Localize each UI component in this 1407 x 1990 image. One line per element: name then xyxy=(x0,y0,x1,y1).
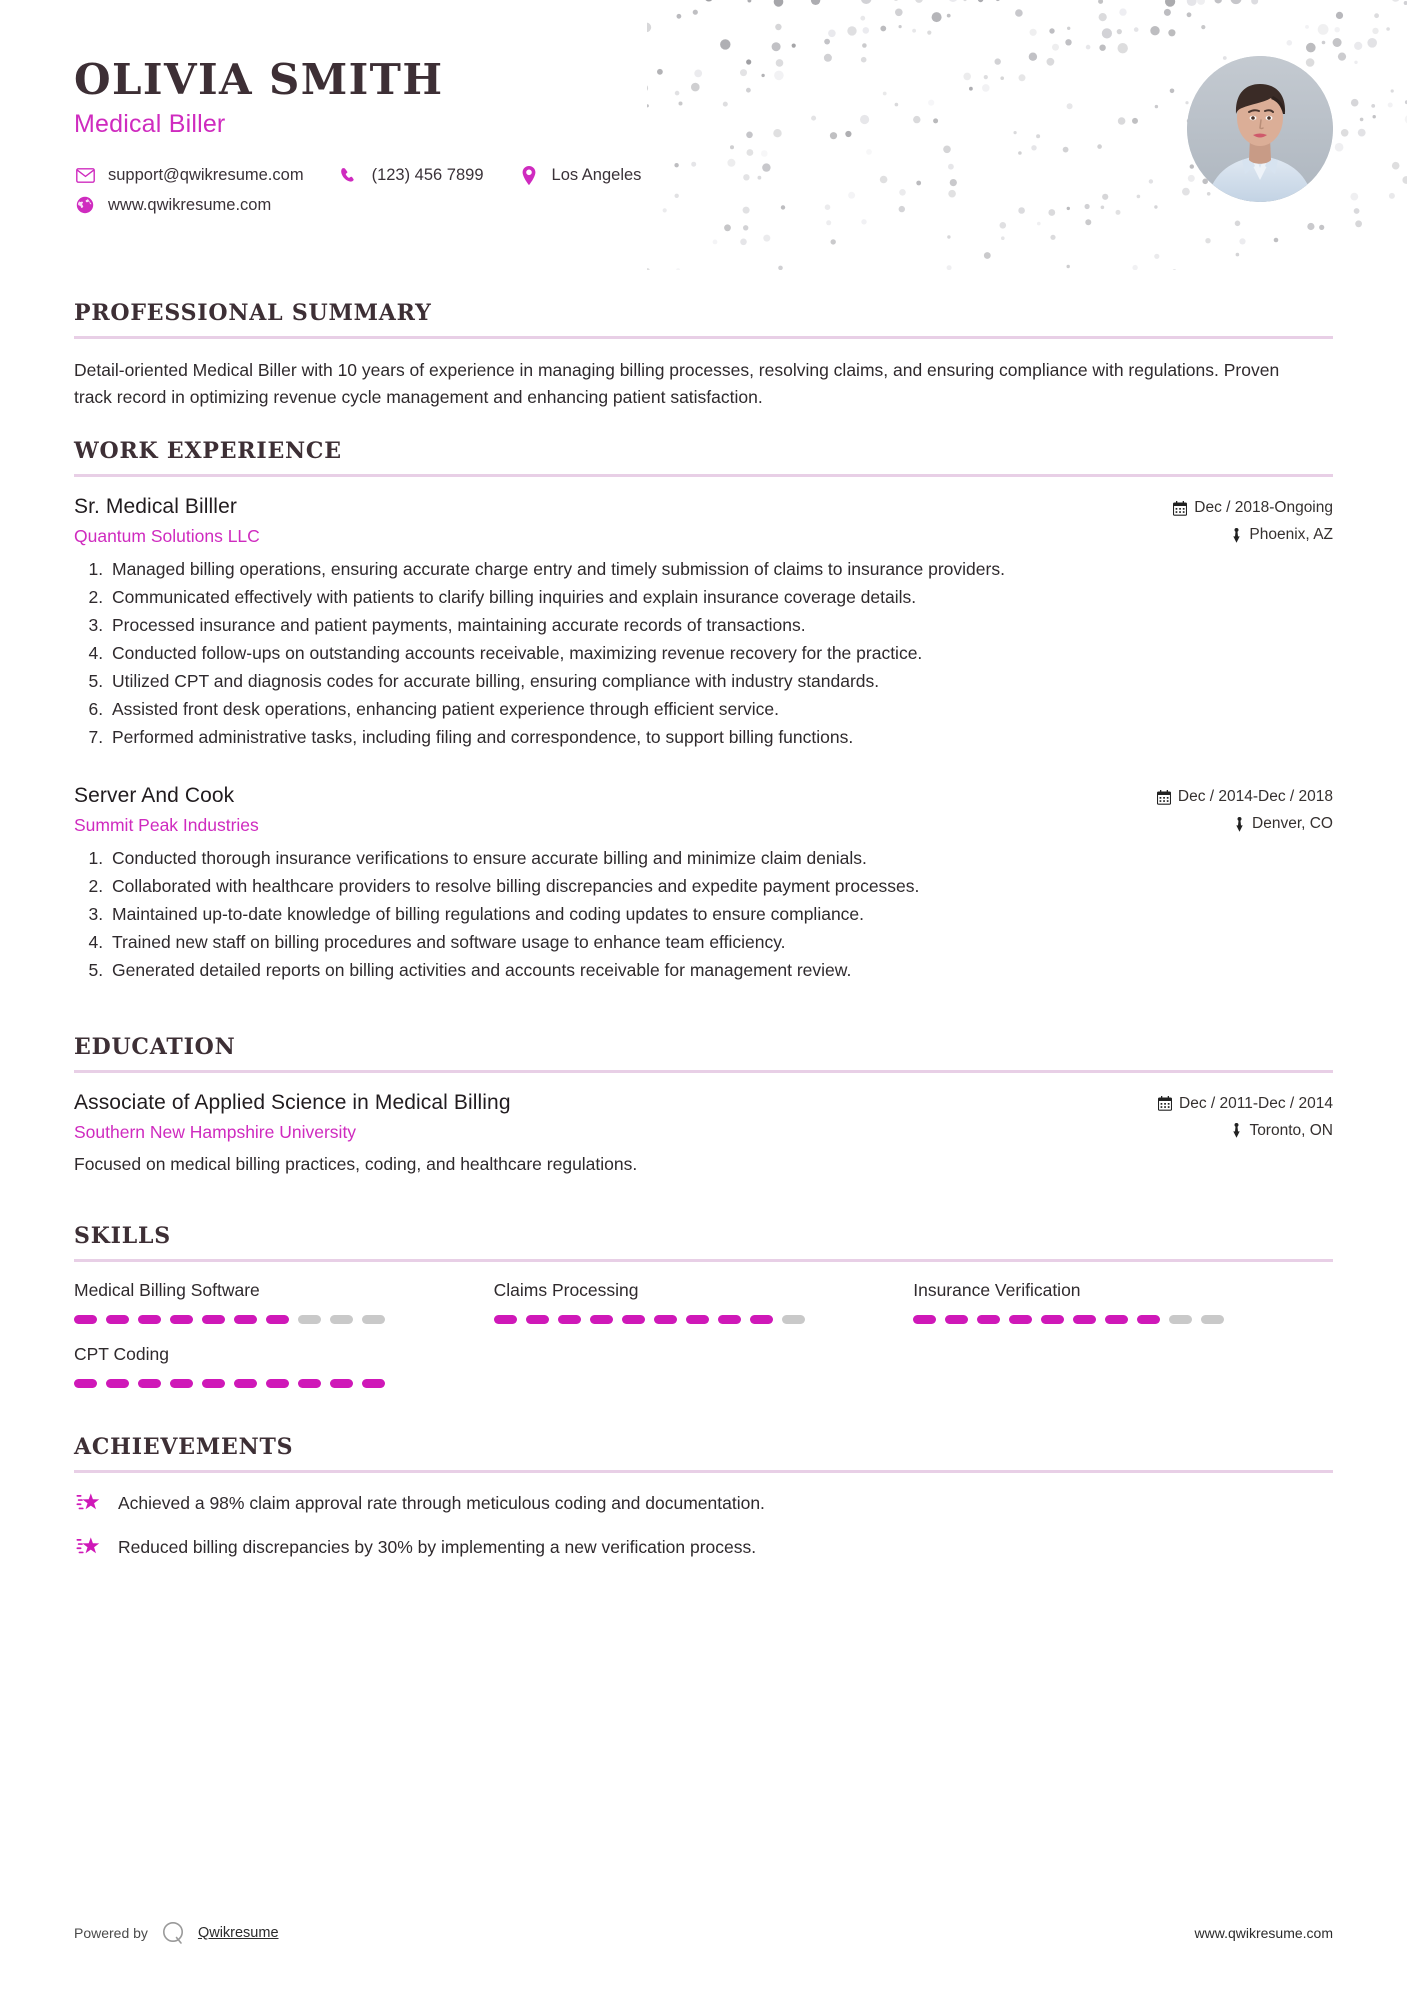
skill-item xyxy=(913,1280,1333,1324)
contact-email[interactable] xyxy=(74,165,304,185)
section-divider xyxy=(74,336,1333,339)
achievement-item xyxy=(74,1491,1333,1517)
skill-rating-dash xyxy=(977,1315,1000,1324)
skill-rating-dash xyxy=(330,1315,353,1324)
skill-rating-dash xyxy=(718,1315,741,1324)
skill-rating-bar xyxy=(74,1315,454,1324)
skill-rating-dash xyxy=(362,1315,385,1324)
skill-rating-dash xyxy=(913,1315,936,1324)
bullet-item: 1. Managed billing operations, ensuring accurate charge entry and timely submission of claims to insurance providers. xyxy=(108,557,1333,583)
star-badge-icon xyxy=(74,1491,104,1517)
skill-item xyxy=(74,1280,494,1324)
experience-location xyxy=(1173,526,1333,544)
skill-rating-dash xyxy=(622,1315,645,1324)
skill-rating-dash xyxy=(74,1379,97,1388)
section-title-experience: WORK EXPERIENCE xyxy=(74,438,342,465)
contact-phone-value: (123) 456 7899 xyxy=(371,165,484,184)
achievement-text: Achieved a 98% claim approval rate through meticulous coding and documentation. xyxy=(118,1493,765,1514)
experience-role: Server And Cook xyxy=(74,784,235,808)
skill-rating-dash xyxy=(1137,1315,1160,1324)
bullet-item: 5. Utilized CPT and diagnosis codes for accurate billing, ensuring compliance with industry standards. xyxy=(108,669,1333,695)
skill-rating-dash xyxy=(782,1315,805,1324)
avatar-image xyxy=(1187,56,1333,202)
experience-date-value: Dec / 2014-Dec / 2018 xyxy=(1177,788,1333,806)
skill-rating-dash xyxy=(266,1379,289,1388)
skill-rating-bar xyxy=(494,1315,874,1324)
section-work-experience xyxy=(74,438,1333,984)
experience-bullets xyxy=(74,846,1333,983)
experience-date xyxy=(1157,788,1333,806)
education-location-value: Toronto, ON xyxy=(1249,1121,1333,1139)
achievement-item xyxy=(74,1535,1333,1561)
section-divider xyxy=(74,1070,1333,1073)
section-achievements xyxy=(74,1434,1333,1561)
section-title-achievements: ACHIEVEMENTS xyxy=(74,1434,294,1461)
map-pin-icon xyxy=(1231,528,1242,543)
skill-rating-dash xyxy=(1169,1315,1192,1324)
powered-by-label: Powered by xyxy=(74,1925,148,1941)
bullet-item: 1. Conducted thorough insurance verifications to ensure accurate billing and minimize claim denials. xyxy=(108,846,1333,872)
map-pin-icon xyxy=(1231,1123,1242,1138)
experience-company: Summit Peak Industries xyxy=(74,815,259,836)
section-divider xyxy=(74,474,1333,477)
skill-rating-dash xyxy=(74,1315,97,1324)
education-date xyxy=(1158,1095,1333,1113)
experience-bullets xyxy=(74,557,1333,750)
qwikresume-logo-icon xyxy=(160,1920,186,1946)
section-title-education: EDUCATION xyxy=(74,1033,236,1060)
contact-phone[interactable] xyxy=(338,165,484,185)
section-education xyxy=(74,1034,1333,1177)
avatar xyxy=(1187,56,1333,202)
calendar-icon xyxy=(1157,790,1171,805)
bullet-item: 4. Conducted follow-ups on outstanding accounts receivable, maximizing revenue recovery for the practice. xyxy=(108,641,1333,667)
experience-location xyxy=(1157,815,1333,833)
skill-rating-dash xyxy=(170,1379,193,1388)
skill-rating-dash xyxy=(234,1315,257,1324)
contact-website-value: www.qwikresume.com xyxy=(108,195,272,214)
skill-rating-dash xyxy=(298,1379,321,1388)
skill-rating-dash xyxy=(1009,1315,1032,1324)
skill-rating-dash xyxy=(1073,1315,1096,1324)
bullet-item: 7. Performed administrative tasks, including filing and correspondence, to support billing functions. xyxy=(108,725,1333,751)
skill-rating-dash xyxy=(138,1379,161,1388)
skill-rating-dash xyxy=(362,1379,385,1388)
skill-rating-dash xyxy=(494,1315,517,1324)
globe-icon xyxy=(74,195,96,215)
section-skills xyxy=(74,1223,1333,1408)
skills-grid xyxy=(74,1280,1333,1408)
education-degree: Associate of Applied Science in Medical Billing xyxy=(74,1090,511,1114)
skill-rating-bar xyxy=(913,1315,1293,1324)
skill-rating-dash xyxy=(1201,1315,1224,1324)
summary-text: Detail-oriented Medical Biller with 10 years of experience in managing billing processes, resolving claims, and ensuring compliance with regulations. Proven track record in optimizing revenue cycle management and enhancing patient satisfaction. xyxy=(74,360,1280,407)
section-divider xyxy=(74,1470,1333,1473)
bullet-item: 2. Collaborated with healthcare providers to resolve billing discrepancies and expedite payment processes. xyxy=(108,874,1333,900)
experience-location-value: Denver, CO xyxy=(1252,815,1333,833)
bullet-item: 4. Trained new staff on billing procedures and software usage to enhance team efficiency. xyxy=(108,930,1333,956)
experience-date-value: Dec / 2018-Ongoing xyxy=(1194,499,1333,517)
achievement-text: Reduced billing discrepancies by 30% by implementing a new verification process. xyxy=(118,1537,757,1558)
experience-entry xyxy=(74,784,1333,983)
footer-website: www.qwikresume.com xyxy=(1194,1925,1333,1941)
resume-header xyxy=(0,0,1407,300)
skill-name: Claims Processing xyxy=(493,1280,639,1301)
skill-rating-dash xyxy=(526,1315,549,1324)
calendar-icon xyxy=(1173,501,1187,516)
bullet-item: 6. Assisted front desk operations, enhancing patient experience through efficient service. xyxy=(108,697,1333,723)
skill-rating-bar xyxy=(74,1379,454,1388)
bullet-item: 5. Generated detailed reports on billing activities and accounts receivable for management review. xyxy=(108,958,1333,984)
contact-location-value: Los Angeles xyxy=(551,165,642,184)
section-title-skills: SKILLS xyxy=(74,1223,171,1250)
section-divider xyxy=(74,1259,1333,1262)
experience-location-value: Phoenix, AZ xyxy=(1249,526,1333,544)
skill-name: Medical Billing Software xyxy=(74,1280,260,1301)
contact-location[interactable] xyxy=(518,165,642,185)
contact-email-value: support@qwikresume.com xyxy=(108,165,304,184)
skill-rating-dash xyxy=(945,1315,968,1324)
skill-rating-dash xyxy=(654,1315,677,1324)
page-footer xyxy=(0,1920,1407,1946)
skill-rating-dash xyxy=(1105,1315,1128,1324)
location-pin-icon xyxy=(518,165,540,185)
page-title: OLIVIA SMITH xyxy=(74,55,444,104)
experience-date xyxy=(1173,499,1333,517)
bullet-item: 3. Processed insurance and patient payments, maintaining accurate records of transactions. xyxy=(108,613,1333,639)
experience-role: Sr. Medical Billler xyxy=(74,495,237,519)
skill-name: Insurance Verification xyxy=(913,1280,1081,1301)
calendar-icon xyxy=(1158,1096,1172,1111)
skill-rating-dash xyxy=(298,1315,321,1324)
section-title-summary: PROFESSIONAL SUMMARY xyxy=(74,300,432,326)
skill-rating-dash xyxy=(138,1315,161,1324)
skill-item xyxy=(494,1280,914,1324)
education-school: Southern New Hampshire University xyxy=(74,1121,357,1142)
bullet-item: 2. Communicated effectively with patients to clarify billing inquiries and explain insurance coverage details. xyxy=(108,585,1333,611)
skill-rating-dash xyxy=(330,1379,353,1388)
skill-rating-dash xyxy=(1041,1315,1064,1324)
experience-company: Quantum Solutions LLC xyxy=(74,526,260,547)
skill-rating-dash xyxy=(750,1315,773,1324)
skill-name: CPT Coding xyxy=(74,1344,170,1365)
section-professional-summary xyxy=(74,300,1333,410)
education-description: Focused on medical billing practices, coding, and healthcare regulations. xyxy=(74,1153,638,1174)
star-badge-icon xyxy=(74,1535,104,1561)
bullet-item: 3. Maintained up-to-date knowledge of billing regulations and coding updates to ensure compliance. xyxy=(108,902,1333,928)
job-title: Medical Biller xyxy=(74,110,226,139)
skill-rating-dash xyxy=(234,1379,257,1388)
contact-website[interactable] xyxy=(74,195,271,215)
education-entry xyxy=(74,1091,1333,1177)
map-pin-icon xyxy=(1234,817,1245,832)
skill-item xyxy=(74,1344,494,1388)
phone-icon xyxy=(338,165,360,185)
skill-rating-dash xyxy=(170,1315,193,1324)
qwikresume-link[interactable]: Qwikresume xyxy=(197,1925,279,1941)
skill-rating-dash xyxy=(590,1315,613,1324)
skill-rating-dash xyxy=(266,1315,289,1324)
mail-icon xyxy=(74,165,96,185)
skill-rating-dash xyxy=(686,1315,709,1324)
education-location xyxy=(1158,1122,1333,1140)
skill-rating-dash xyxy=(106,1315,129,1324)
skill-rating-dash xyxy=(202,1379,225,1388)
skill-rating-dash xyxy=(558,1315,581,1324)
experience-entry xyxy=(74,495,1333,750)
education-date-value: Dec / 2011-Dec / 2014 xyxy=(1179,1094,1333,1112)
skill-rating-dash xyxy=(106,1379,129,1388)
skill-rating-dash xyxy=(202,1315,225,1324)
achievements-list xyxy=(74,1491,1333,1561)
